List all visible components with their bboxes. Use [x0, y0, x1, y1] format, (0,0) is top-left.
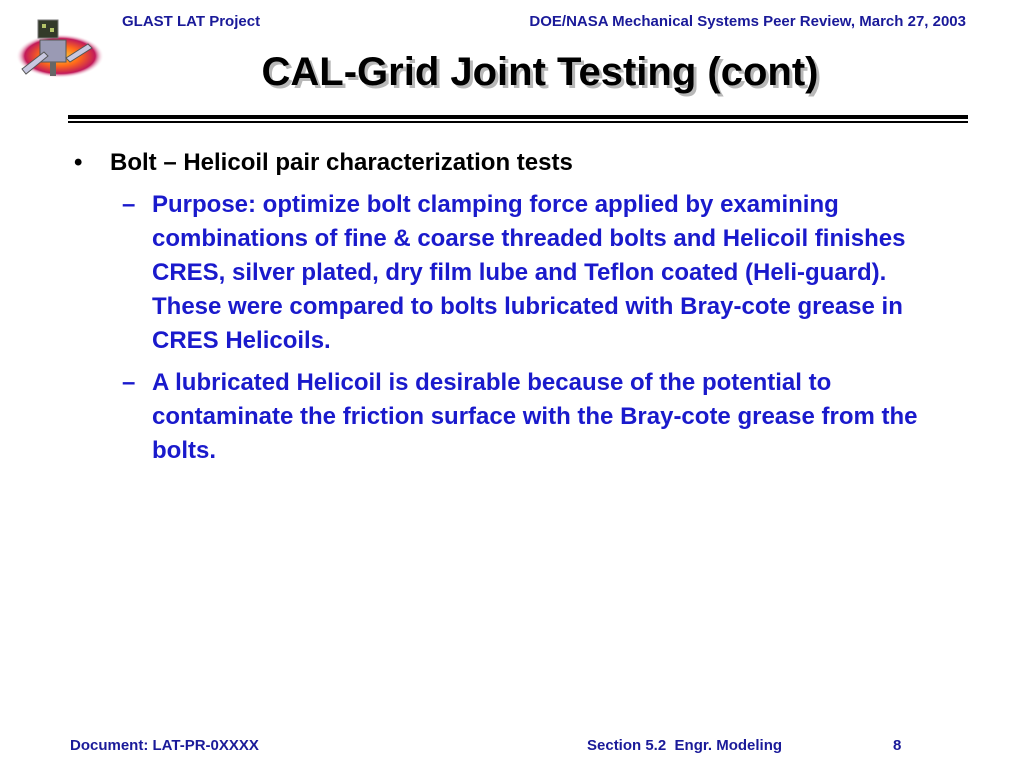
sub-item-lubricated [122, 366, 974, 468]
slide-content [74, 146, 974, 468]
dash-mark: – [122, 369, 136, 396]
bullet-text: Bolt – Helicoil pair characterization tests [110, 149, 573, 176]
footer-section: Section 5.2 Engr. Modeling [587, 737, 783, 754]
sub-item-text: A lubricated Helicoil is desirable because of the potential to contaminate the friction surface with the Bray-cote grease from the bolts. [152, 369, 918, 464]
bullet-mark: • [74, 149, 83, 176]
header-project: GLAST LAT Project [122, 13, 261, 30]
title-rule-thick [68, 115, 968, 119]
title-rule-thin [68, 121, 968, 123]
dash-mark: – [122, 191, 136, 218]
bullet-item [74, 146, 974, 180]
footer-page-number: 8 [893, 737, 902, 754]
slide-title: CAL-Grid Joint Testing (cont) [261, 50, 819, 94]
header-review: DOE/NASA Mechanical Systems Peer Review, March 27, 2003 [529, 13, 966, 30]
sub-item-text: Purpose: optimize bolt clamping force applied by examining combinations of fine & coarse threaded bolts and Helicoil finishes CRES, silver plated, dry film lube and Teflon coated (Heli-guard). These were compared to bolts lubricated with Bray-cote grease in CRES Helicoils. [152, 191, 906, 354]
sub-item-purpose [122, 188, 974, 358]
footer-document: Document: LAT-PR-0XXXX [70, 737, 259, 754]
